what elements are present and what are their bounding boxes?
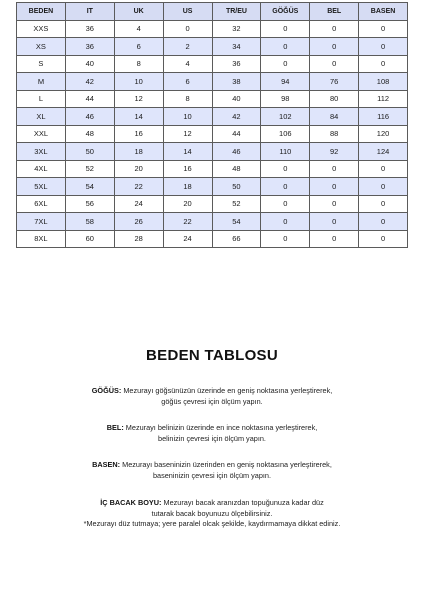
table-cell: 0 [359,55,408,73]
chest-label: GÖĞÜS: [91,386,122,395]
table-cell: 18 [114,143,163,161]
table-cell: 10 [163,108,212,126]
waist-label: BEL: [106,423,124,432]
table-row [17,125,408,143]
table-cell: 44 [212,125,261,143]
table-cell: 0 [261,178,310,196]
table-cell: 92 [310,143,359,161]
table-row [17,143,408,161]
inseam-label: İÇ BACAK BOYU: [100,498,162,507]
table-cell: 110 [261,143,310,161]
table-cell: 84 [310,108,359,126]
table-row [17,178,408,196]
table-cell: 38 [212,73,261,91]
table-cell: 106 [261,125,310,143]
size-chart-table [16,2,408,248]
hip-instruction [0,460,424,481]
table-row [17,108,408,126]
hip-text-line2: baseninizin çevresi için ölçüm yapın. [152,470,272,480]
table-cell: 2 [163,38,212,56]
table-cell: 46 [65,108,114,126]
table-row [17,38,408,56]
table-cell: 8 [163,90,212,108]
column-header: IT [65,3,114,21]
table-cell: 0 [261,38,310,56]
table-cell: 34 [212,38,261,56]
table-row [17,55,408,73]
table-cell: 14 [163,143,212,161]
chest-text-line2: göğüs çevresi için ölçüm yapın. [161,396,263,406]
column-header: BASEN [359,3,408,21]
table-cell: XXS [17,20,66,38]
table-cell: 0 [310,55,359,73]
table-cell: 56 [65,195,114,213]
inseam-text-line2: tutarak bacak boyunuzu ölçebilirsiniz. [151,508,273,518]
table-cell: 4 [163,55,212,73]
table-cell: 24 [114,195,163,213]
column-header: US [163,3,212,21]
table-cell: 54 [212,213,261,231]
table-cell: 66 [212,230,261,248]
table-cell: 6 [163,73,212,91]
table-cell: 48 [65,125,114,143]
table-row [17,73,408,91]
table-cell: 12 [114,90,163,108]
table-cell: 0 [310,20,359,38]
table-cell: 36 [212,55,261,73]
column-header: BEL [310,3,359,21]
table-cell: 52 [212,195,261,213]
table-cell: 46 [212,143,261,161]
table-cell: 0 [261,20,310,38]
table-cell: 4XL [17,160,66,178]
table-cell: 0 [261,230,310,248]
table-cell: 14 [114,108,163,126]
table-cell: 102 [261,108,310,126]
table-cell: 6XL [17,195,66,213]
inseam-note: *Mezurayı düz tutmaya; yere paralel olcak şekilde, kaydırmamaya dikkat ediniz. [83,519,341,528]
table-cell: 0 [261,160,310,178]
table-cell: 0 [310,195,359,213]
chest-text-line1: Mezurayı göğsünüzün üzerinde en geniş noktasına yerleştirerek, [121,386,333,395]
table-cell: 0 [359,20,408,38]
table-cell: 0 [359,160,408,178]
table-cell: 16 [114,125,163,143]
table-cell: 58 [65,213,114,231]
table-cell: 44 [65,90,114,108]
table-cell: 52 [65,160,114,178]
table-cell: 80 [310,90,359,108]
table-cell: 108 [359,73,408,91]
column-header: UK [114,3,163,21]
inseam-instruction [0,498,424,530]
table-cell: 0 [359,38,408,56]
table-cell: 40 [212,90,261,108]
table-cell: 20 [114,160,163,178]
table-cell: XS [17,38,66,56]
table-cell: 3XL [17,143,66,161]
hip-text-line1: Mezurayı baseninizin üzerinden en geniş noktasına yerleştirerek, [120,460,332,469]
table-cell: 0 [359,230,408,248]
table-cell: 42 [65,73,114,91]
table-cell: 0 [310,160,359,178]
table-cell: 8XL [17,230,66,248]
table-cell: 0 [359,195,408,213]
chest-instruction [0,386,424,407]
table-cell: 22 [163,213,212,231]
table-cell: 20 [163,195,212,213]
column-header: BEDEN [17,3,66,21]
table-cell: 40 [65,55,114,73]
table-cell: S [17,55,66,73]
table-cell: 54 [65,178,114,196]
table-cell: 22 [114,178,163,196]
table-cell: 16 [163,160,212,178]
table-header-row [17,3,408,21]
table-cell: 112 [359,90,408,108]
table-cell: 88 [310,125,359,143]
waist-text-line1: Mezurayı belinizin üzerinde en ince noktasına yerleştirerek, [123,423,318,432]
table-cell: 76 [310,73,359,91]
table-row [17,230,408,248]
table-cell: M [17,73,66,91]
table-row [17,90,408,108]
table-cell: 18 [163,178,212,196]
table-cell: 6 [114,38,163,56]
table-cell: 12 [163,125,212,143]
table-cell: 0 [310,213,359,231]
table-cell: 7XL [17,213,66,231]
table-cell: 0 [310,230,359,248]
table-cell: 32 [212,20,261,38]
waist-text-line2: belinizin çevresi için ölçüm yapın. [158,433,266,443]
table-cell: 0 [163,20,212,38]
table-cell: 0 [261,195,310,213]
column-header: GÖĞÜS [261,3,310,21]
table-cell: 0 [261,55,310,73]
table-cell: 0 [359,178,408,196]
table-cell: 116 [359,108,408,126]
table-cell: 98 [261,90,310,108]
table-row [17,195,408,213]
table-cell: L [17,90,66,108]
table-cell: 4 [114,20,163,38]
table-row [17,160,408,178]
table-row [17,20,408,38]
table-cell: 50 [65,143,114,161]
table-cell: 10 [114,73,163,91]
table-cell: 24 [163,230,212,248]
table-cell: 0 [310,38,359,56]
table-cell: 0 [310,178,359,196]
table-cell: XL [17,108,66,126]
table-cell: 28 [114,230,163,248]
waist-instruction [0,423,424,444]
table-cell: 5XL [17,178,66,196]
table-cell: 26 [114,213,163,231]
hip-label: BASEN: [92,460,121,469]
table-cell: 60 [65,230,114,248]
table-cell: 36 [65,38,114,56]
table-cell: 36 [65,20,114,38]
inseam-text-line1: Mezurayı bacak aranızdan topuğunuza kadar düz [161,498,324,507]
table-row [17,213,408,231]
table-cell: 42 [212,108,261,126]
table-cell: 0 [359,213,408,231]
table-cell: 120 [359,125,408,143]
table-body [17,20,408,248]
column-header: TR/EU [212,3,261,21]
table-cell: 8 [114,55,163,73]
table-cell: XXL [17,125,66,143]
table-cell: 0 [261,213,310,231]
table-cell: 94 [261,73,310,91]
table-cell: 50 [212,178,261,196]
size-guide-title: BEDEN TABLOSU [146,347,278,364]
table-cell: 124 [359,143,408,161]
table-cell: 48 [212,160,261,178]
